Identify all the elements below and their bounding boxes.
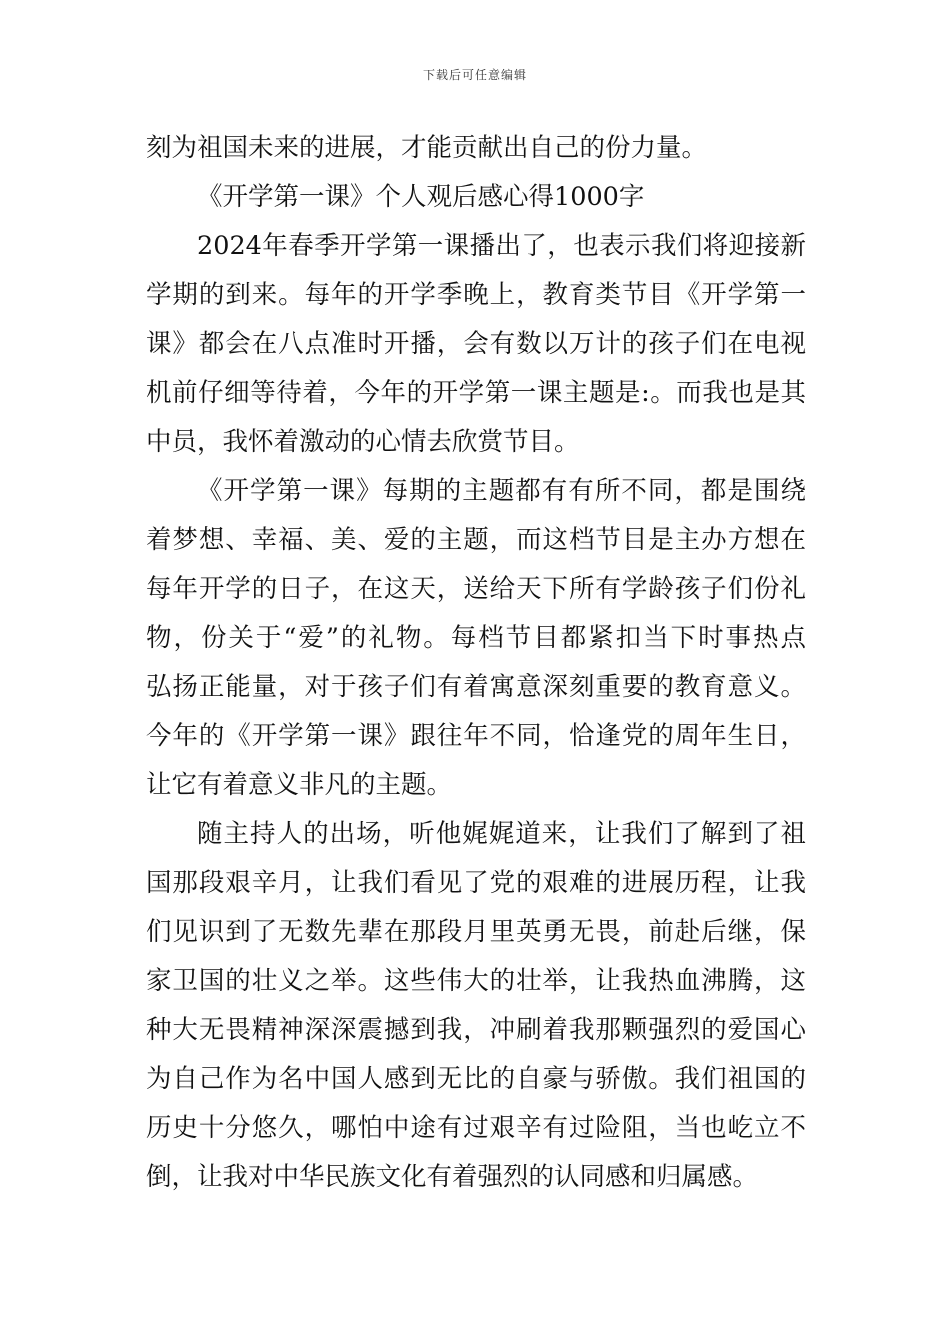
text-line: 机前仔细等待着，今年的开学第一课主题是:。而我也是其 [146,378,806,408]
text-line: 学期的到来。每年的开学季晚上，教育类节目《开学第一 [146,280,806,310]
text-line: 国那段艰辛月，让我们看见了党的艰难的进展历程，让我 [146,868,806,898]
text-line: 2024年春季开学第一课播出了，也表示我们将迎接新 [197,231,806,261]
text-line: 历史十分悠久，哪怕中途有过艰辛有过险阻，当也屹立不 [146,1113,806,1143]
text-line: 随主持人的出场，听他娓娓道来，让我们了解到了祖 [197,819,806,849]
text-line: 每年开学的日子，在这天，送给天下所有学龄孩子们份礼 [146,574,806,604]
text-line: 让它有着意义非凡的主题。 [146,770,453,800]
text-line: 今年的《开学第一课》跟往年不同，恰逢党的周年生日， [146,721,806,751]
text-line: 倒，让我对中华民族文化有着强烈的认同感和归属感。 [146,1162,759,1192]
document-body [146,124,806,1202]
text-line: 《开学第一课》个人观后感心得1000字 [197,182,645,212]
text-line: 种大无畏精神深深震撼到我，冲刷着我那颗强烈的爱国心 [146,1015,806,1045]
text-line: 中员，我怀着激动的心情去欣赏节目。 [146,427,580,457]
text-line: 物，份关于“爱”的礼物。每档节目都紧扣当下时事热点 [146,623,806,653]
header-note: 下载后可任意编辑 [422,68,527,82]
text-line: 家卫国的壮义之举。这些伟大的壮举，让我热血沸腾，这 [146,966,806,996]
text-line: 们见识到了无数先辈在那段月里英勇无畏，前赴后继，保 [146,917,806,947]
text-line: 课》都会在八点准时开播，会有数以万计的孩子们在电视 [146,329,806,359]
text-line: 为自己作为名中国人感到无比的自豪与骄傲。我们祖国的 [146,1064,806,1094]
text-line: 《开学第一课》每期的主题都有有所不同，都是围绕 [197,476,806,506]
text-line: 着梦想、幸福、美、爱的主题，而这档节目是主办方想在 [146,525,806,555]
text-line: 弘扬正能量，对于孩子们有着寓意深刻重要的教育意义。 [146,672,806,702]
text-line: 刻为祖国未来的进展，才能贡献出自己的份力量。 [146,133,708,163]
